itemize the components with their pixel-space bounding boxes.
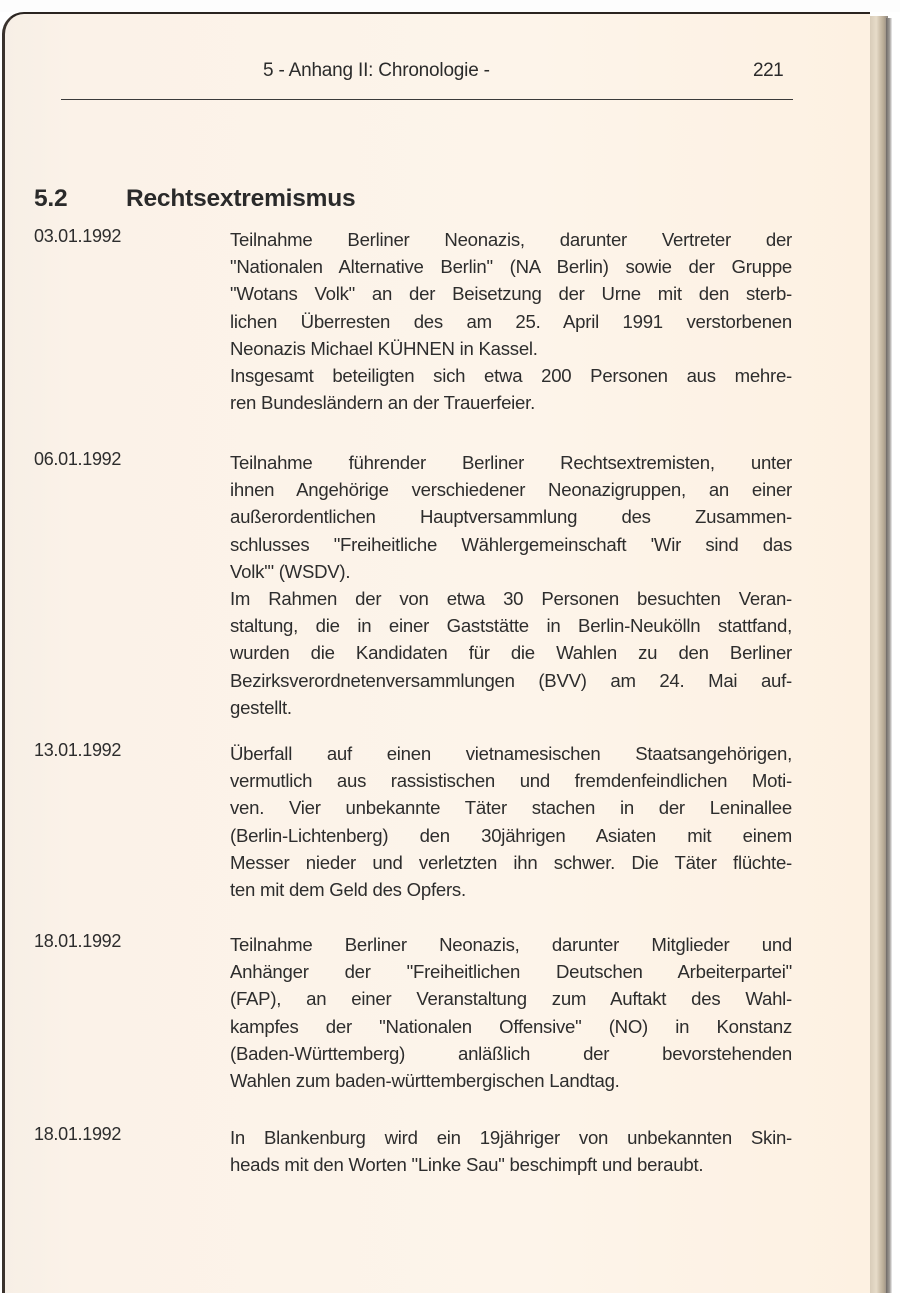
text-line: ihnen Angehörige verschiedener Neonazigruppen, an einer [230,479,792,501]
text-line: Neonazis Michael KÜHNEN in Kassel. [230,337,538,359]
text-line: wurden die Kandidaten für die Wahlen zu den Berliner [230,642,792,664]
text-line: Bezirksverordnetenversammlungen (BVV) am 24. Mai auf- [230,669,792,691]
entry-text [230,931,792,1094]
entry-date: 03.01.1992 [34,226,122,246]
section-number: 5.2 [34,185,68,212]
text-line: (Berlin-Lichtenberg) den 30jährigen Asiaten mit einem [230,824,792,846]
text-line: kampfes der "Nationalen Offensive" (NO) in Konstanz [230,1015,792,1037]
entry-text [230,740,792,903]
entry-text [230,449,792,721]
entry-date: 06.01.1992 [34,449,122,469]
text-line: Insgesamt beteiligten sich etwa 200 Personen aus mehre- [230,365,792,387]
entry-date: 18.01.1992 [34,931,122,951]
text-line: staltung, die in einer Gaststätte in Berlin-Neukölln stattfand, [230,615,792,637]
text-line: gestellt. [230,696,292,718]
section-title: Rechtsextremismus [126,185,356,212]
entry-date: 18.01.1992 [34,1124,122,1144]
text-line: Teilnahme führender Berliner Rechtsextremisten, unter [230,452,792,473]
entry-text [230,226,792,416]
text-line: (Baden-Württemberg) anläßlich der bevorstehenden [230,1042,792,1064]
entry-paragraph [230,931,792,1094]
running-header [0,60,900,90]
entry-date: 13.01.1992 [34,740,122,760]
binding-shadow [886,18,892,1293]
text-line: ren Bundesländern an der Trauerfeier. [230,392,535,414]
text-line: "Wotans Volk" an der Beisetzung der Urne mit den sterb- [230,283,792,305]
entry-paragraph [230,1124,792,1178]
text-line: Überfall auf einen vietnamesischen Staatsangehörigen, [230,743,792,764]
text-line: (FAP), an einer Veranstaltung zum Auftakt des Wahl- [230,988,792,1010]
text-line: Teilnahme Berliner Neonazis, darunter Vertreter der [230,229,792,250]
text-line: Anhänger der "Freiheitlichen Deutschen Arbeiterpartei" [230,961,792,983]
text-line: ven. Vier unbekannte Täter stachen in der Leninallee [230,797,792,819]
text-line: vermutlich aus rassistischen und fremdenfeindlichen Moti- [230,770,792,792]
entry-paragraph [230,362,792,416]
text-line: Wahlen zum baden-württembergischen Landtag. [230,1070,620,1092]
text-line: schlusses "Freiheitliche Wählergemeinschaft 'Wir sind das [230,533,792,555]
section-heading [34,185,355,213]
entry-paragraph [230,226,792,362]
text-line: In Blankenburg wird ein 19jähriger von unbekannten Skin- [230,1127,792,1148]
header-rule [61,99,793,100]
text-line: Messer nieder und verletzten ihn schwer. Die Täter flüchte- [230,851,792,873]
text-line: lichen Überresten des am 25. April 1991 verstorbenen [230,310,792,332]
text-line: heads mit den Worten "Linke Sau" beschimpft und beraubt. [230,1154,704,1176]
text-line: Im Rahmen der von etwa 30 Personen besuchten Veran- [230,588,792,610]
entry-paragraph [230,585,792,721]
text-line: "Nationalen Alternative Berlin" (NA Berlin) sowie der Gruppe [230,256,792,278]
running-title: 5 - Anhang II: Chronologie - [263,60,490,81]
text-line: ten mit dem Geld des Opfers. [230,879,466,901]
text-line: Volk'" (WSDV). [230,560,351,582]
text-line: außerordentlichen Hauptversammlung des Zusammen- [230,506,792,528]
entry-paragraph [230,740,792,903]
entry-paragraph [230,449,792,585]
text-line: Teilnahme Berliner Neonazis, darunter Mitglieder und [230,934,792,955]
entry-text [230,1124,792,1178]
page-number: 221 [753,60,784,81]
